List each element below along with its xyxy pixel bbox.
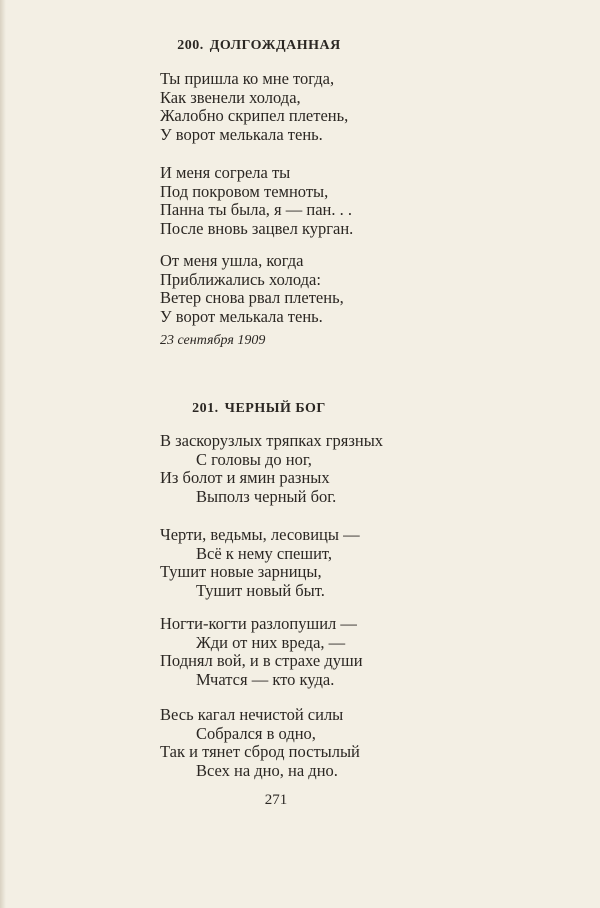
stanza	[160, 432, 383, 506]
verse-line: Ветер снова рвал плетень,	[160, 288, 344, 308]
verse-line: И меня согрела ты	[160, 163, 291, 182]
verse-line: Приближались холода:	[160, 269, 321, 289]
poem-title-text: ДОЛГОЖДАННАЯ	[209, 38, 341, 53]
verse-line: После вновь зацвел курган.	[160, 218, 354, 238]
verse-line: Так и тянет сброд постылый	[160, 742, 360, 762]
verse-line: Собрался в одно,	[196, 723, 316, 743]
verse-line: Всех на дно, на дно.	[196, 760, 338, 780]
poem-title	[0, 401, 518, 417]
stanza	[160, 706, 360, 780]
verse-line: Ты пришла ко мне тогда,	[160, 69, 335, 88]
verse-line: Жди от них вреда, —	[196, 632, 346, 652]
verse-line: У ворот мелькала тень.	[160, 124, 323, 144]
stanza	[160, 615, 363, 689]
verse-line: Поднял вой, и в страхе души	[160, 651, 363, 671]
poem-date: 23 сентября 1909	[160, 333, 266, 348]
verse-line: С головы до ног,	[196, 449, 312, 469]
verse-line: Мчатся — кто куда.	[196, 669, 335, 689]
verse-line: Весь кагал нечистой силы	[160, 705, 344, 724]
stanza	[160, 70, 348, 144]
verse-line: Тушит новый быт.	[196, 580, 325, 600]
verse-line: Как звенели холода,	[160, 87, 301, 107]
verse-line: У ворот мелькала тень.	[160, 306, 323, 326]
verse-line: Панна ты была, я — пан. . .	[160, 200, 353, 220]
poem-title-text: ЧЕРНЫЙ БОГ	[224, 401, 326, 416]
stanza	[160, 252, 344, 326]
poem-number: 200.	[177, 38, 204, 53]
verse-line: В заскорузлых тряпках грязных	[160, 431, 384, 450]
verse-line: Черти, ведьмы, лесовицы —	[160, 525, 360, 544]
verse-line: От меня ушла, когда	[160, 251, 304, 270]
page-number: 271	[264, 792, 288, 808]
poem-title	[0, 38, 518, 54]
poem-number: 201.	[192, 401, 219, 416]
verse-line: Ногти-когти разлопушил —	[160, 614, 357, 633]
stanza	[160, 164, 353, 238]
verse-line: Всё к нему спешит,	[196, 543, 332, 563]
verse-line: Под покровом темноты,	[160, 181, 329, 201]
verse-line: Выполз черный бог.	[196, 486, 337, 506]
verse-line: Из болот и ямин разных	[160, 468, 330, 488]
stanza	[160, 526, 360, 600]
verse-line: Тушит новые зарницы,	[160, 562, 322, 582]
verse-line: Жалобно скрипел плетень,	[160, 106, 349, 126]
